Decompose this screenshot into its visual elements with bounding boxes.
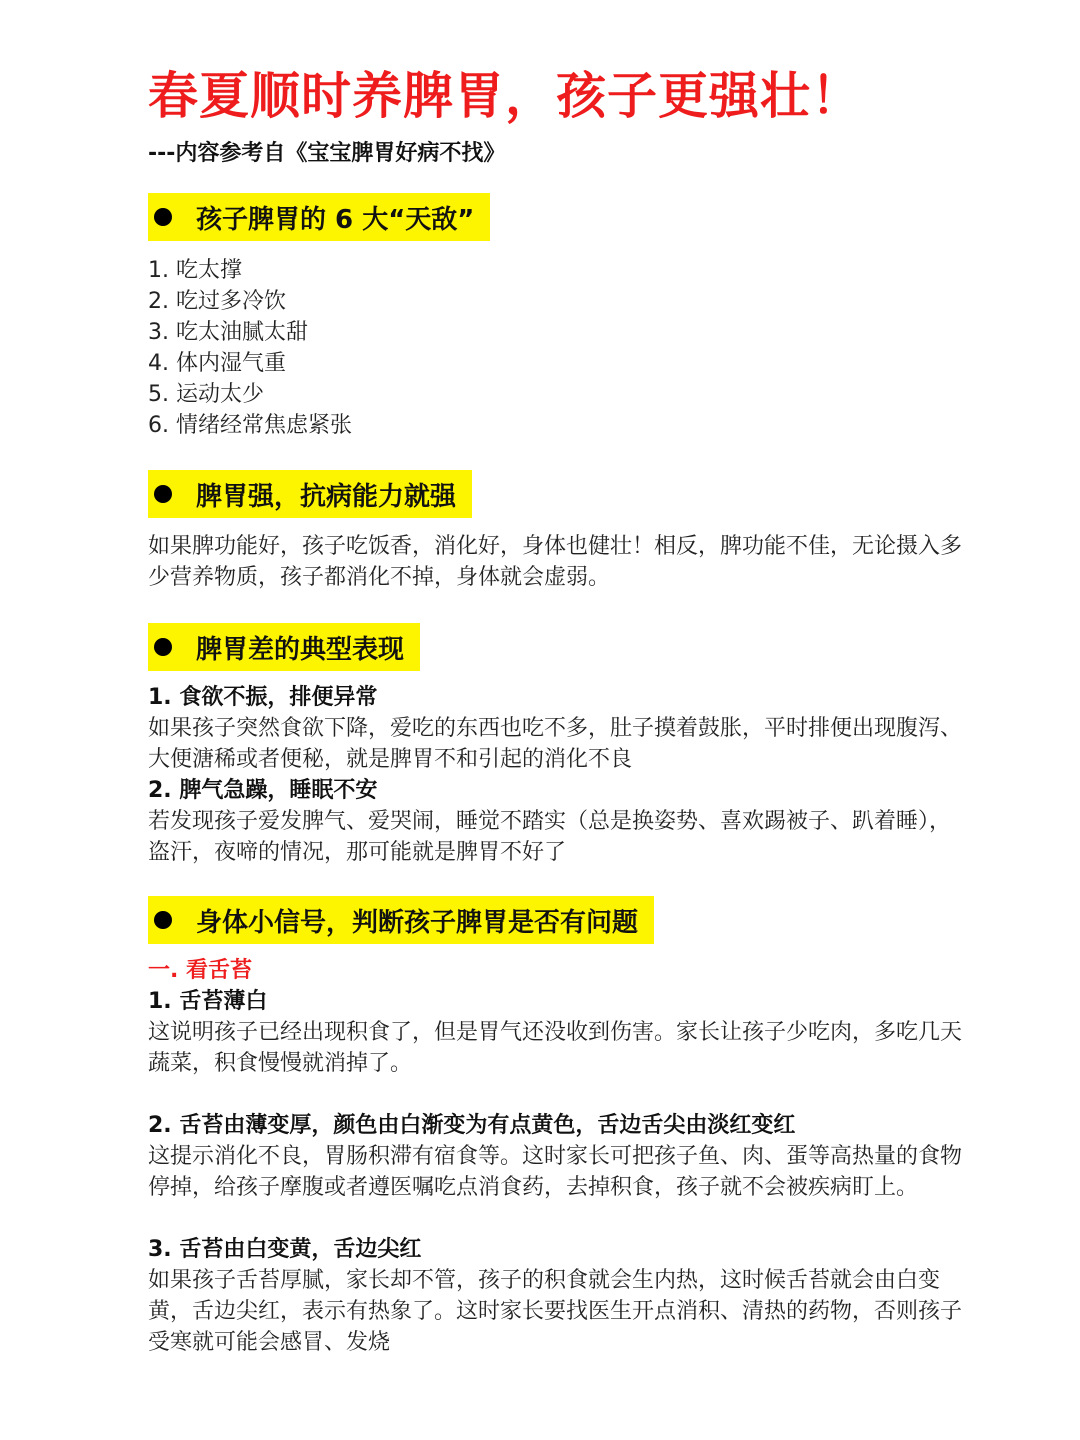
symptoms-block: [148, 682, 963, 868]
signals-block: [148, 955, 963, 1358]
spacer: [148, 1203, 963, 1234]
bullet-icon: [154, 638, 172, 656]
point-text: 如果孩子突然食欲下降，爱吃的东西也吃不多，肚子摸着鼓胀，平时排便出现腹泻、大便溏稀或者便秘，就是脾胃不和引起的消化不良: [148, 716, 963, 772]
list-item: 6. 情绪经常焦虑紧张: [148, 413, 352, 438]
immunity-paragraph: [148, 531, 963, 593]
page-title: 春夏顺时养脾胃，孩子更强壮！: [148, 67, 862, 125]
section-heading-text: 孩子脾胃的 6 大“天敌”: [196, 204, 475, 235]
point-title: 2. 舌苔由薄变厚，颜色由白渐变为有点黄色，舌边舌尖由淡红变红: [148, 1113, 796, 1138]
section-heading-text: 脾胃强，抗病能力就强: [196, 481, 457, 512]
bullet-icon: [154, 485, 172, 503]
list-item: 3. 吃太油腻太甜: [148, 320, 308, 345]
point-title: 2. 脾气急躁，睡眠不安: [148, 778, 378, 803]
section-heading-enemies: [148, 193, 490, 241]
section-heading-text: 脾胃差的典型表现: [196, 634, 405, 665]
list-item: 1. 吃太撑: [148, 258, 242, 283]
list-item: 2. 吃过多冷饮: [148, 289, 286, 314]
spacer: [148, 1079, 963, 1110]
point-text: 如果孩子舌苔厚腻，家长却不管，孩子的积食就会生内热，这时候舌苔就会由白变黄，舌边尖红，表示有热象了。这时家长要找医生开点消积、清热的药物，否则孩子受寒就可能会感冒、发烧: [148, 1268, 963, 1355]
point-text: 这说明孩子已经出现积食了，但是胃气还没收到伤害。家长让孩子少吃肉，多吃几天蔬菜，积食慢慢就消掉了。: [148, 1020, 963, 1076]
bullet-icon: [154, 208, 172, 226]
point-title: 1. 食欲不振，排便异常: [148, 685, 378, 710]
section-heading-symptoms: [148, 623, 420, 671]
paragraph-text: 如果脾功能好，孩子吃饭香，消化好，身体也健壮！相反，脾功能不佳，无论摄入多少营养物质，孩子都消化不掉，身体就会虚弱。: [148, 534, 963, 590]
point-title: 1. 舌苔薄白: [148, 989, 268, 1014]
point-text: 这提示消化不良，胃肠积滞有宿食等。这时家长可把孩子鱼、肉、蛋等高热量的食物停掉，给孩子摩腹或者遵医嘱吃点消食药，去掉积食，孩子就不会被疾病盯上。: [148, 1144, 963, 1200]
page-subtitle: ---内容参考自《宝宝脾胃好病不找》: [148, 141, 506, 166]
list-item: 5. 运动太少: [148, 382, 264, 407]
point-text: 若发现孩子爱发脾气、爱哭闹，睡觉不踏实（总是换姿势、喜欢踢被子、趴着睡），盗汗，夜啼的情况，那可能就是脾胃不好了: [148, 809, 952, 865]
section-heading-signals: [148, 896, 654, 944]
section-heading-text: 身体小信号，判断孩子脾胃是否有问题: [196, 907, 639, 938]
section-heading-immunity: [148, 470, 472, 518]
enemies-list: [148, 255, 963, 441]
point-title: 3. 舌苔由白变黄，舌边尖红: [148, 1237, 422, 1262]
bullet-icon: [154, 911, 172, 929]
sub-heading: 一. 看舌苔: [148, 958, 253, 983]
list-item: 4. 体内湿气重: [148, 351, 286, 376]
